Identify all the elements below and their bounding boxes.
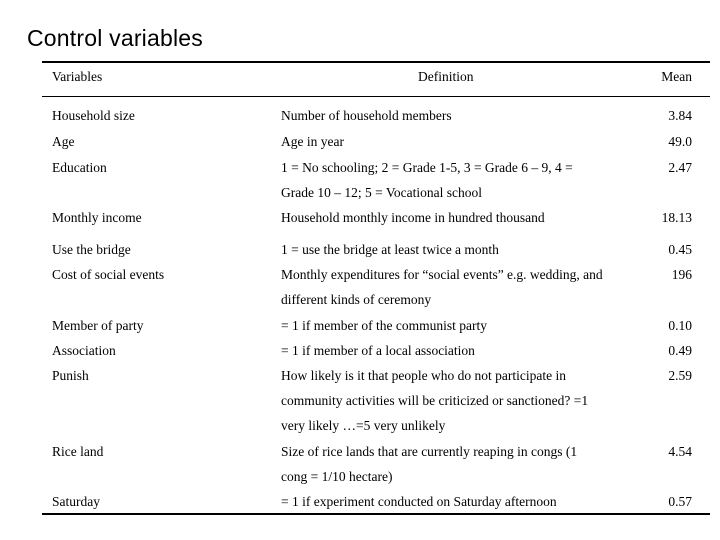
row-variable: Saturday [52, 494, 100, 509]
row-definition: Size of rice lands that are currently reaping in congs (1 [281, 444, 578, 459]
row-definition: = 1 if experiment conducted on Saturday afternoon [281, 494, 557, 509]
table-top-rule [42, 61, 710, 63]
row-definition: 1 = use the bridge at least twice a month [281, 242, 499, 257]
header-variables: Variables [52, 69, 103, 84]
row-mean: 0.10 [668, 318, 692, 333]
page-title: Control variables [27, 25, 203, 51]
row-variable: Education [52, 160, 107, 175]
row-mean: 3.84 [668, 108, 692, 123]
row-variable: Rice land [52, 444, 104, 459]
row-variable: Use the bridge [52, 242, 131, 257]
row-mean: 0.49 [668, 343, 692, 358]
row-definition: = 1 if member of a local association [281, 343, 475, 358]
row-definition: How likely is it that people who do not participate in [281, 368, 566, 383]
row-mean: 0.45 [668, 242, 692, 257]
row-mean: 2.59 [668, 368, 692, 383]
row-definition-cont: community activities will be criticized or sanctioned? =1 [281, 393, 589, 408]
row-mean: 0.57 [668, 494, 692, 509]
row-definition: = 1 if member of the communist party [281, 318, 487, 333]
row-variable: Monthly income [52, 210, 142, 225]
row-definition: Household monthly income in hundred thousand [281, 210, 545, 225]
row-mean: 49.0 [668, 134, 692, 149]
row-definition: Number of household members [281, 108, 452, 123]
table-bottom-rule [42, 513, 710, 515]
row-definition-cont: very likely …=5 very unlikely [281, 418, 446, 433]
row-variable: Punish [52, 368, 89, 383]
row-definition: 1 = No schooling; 2 = Grade 1-5, 3 = Grade 6 – 9, 4 = [281, 160, 573, 175]
row-definition-cont: cong = 1/10 hectare) [281, 469, 393, 484]
row-definition-cont: different kinds of ceremony [281, 292, 432, 307]
row-mean: 196 [671, 267, 692, 282]
row-definition-cont: Grade 10 – 12; 5 = Vocational school [281, 185, 482, 200]
header-definition: Definition [418, 69, 474, 84]
row-variable: Household size [52, 108, 135, 123]
row-variable: Cost of social events [52, 267, 165, 282]
header-mean: Mean [661, 69, 692, 84]
row-variable: Association [52, 343, 116, 358]
row-definition: Monthly expenditures for “social events” e.g. wedding, and [281, 267, 603, 282]
table-header-rule [42, 96, 710, 97]
row-mean: 2.47 [668, 160, 692, 175]
row-mean: 18.13 [661, 210, 692, 225]
row-variable: Member of party [52, 318, 144, 333]
row-definition: Age in year [281, 134, 344, 149]
row-variable: Age [52, 134, 75, 149]
row-mean: 4.54 [668, 444, 692, 459]
